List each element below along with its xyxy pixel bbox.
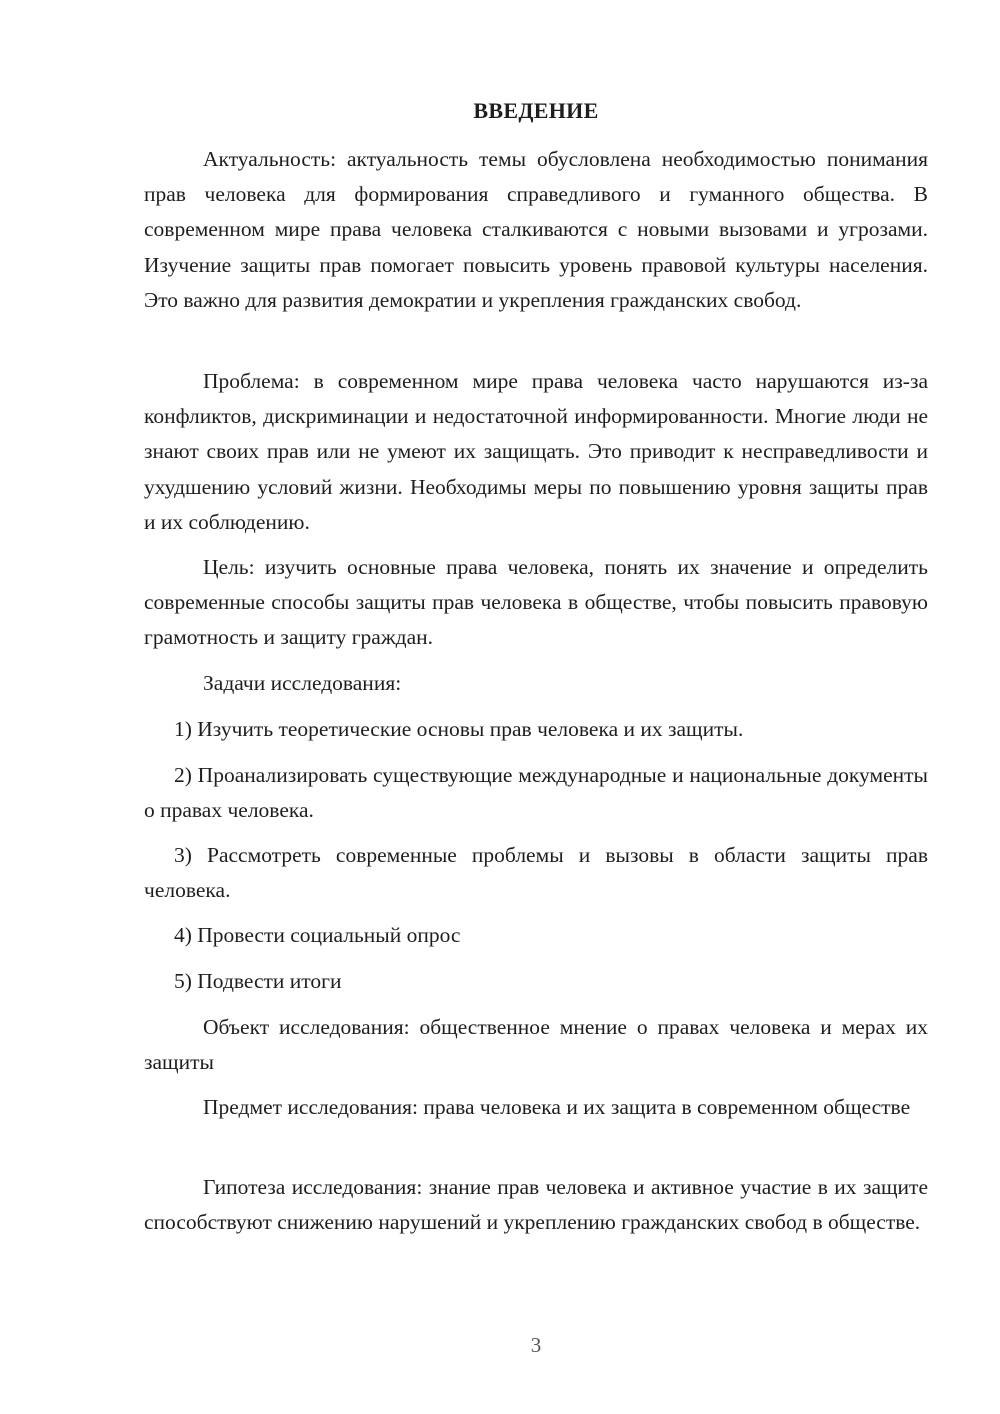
paragraph-goal: Цель: изучить основные права человека, понять их значение и определить современные способы защиты прав человека в обществе, чтобы повысить правовую грамотность и защиту граждан. bbox=[144, 555, 928, 650]
paragraph-object: Объект исследования: общественное мнение о правах человека и мерах их защиты bbox=[144, 1015, 928, 1075]
task-item-5: 5) Подвести итоги bbox=[174, 969, 342, 993]
paragraph-problem: Проблема: в современном мире права человека часто нарушаются из-за конфликтов, дискриминации и недостаточной информированности. Многие люди не знают своих прав или не умеют их защищать. Это приводит к несправедливости и ухудшению условий жизни. Необходимы меры по повышению уровня защиты прав и их соблюдению. bbox=[144, 369, 928, 534]
task-item-1: 1) Изучить теоретические основы прав человека и их защиты. bbox=[174, 717, 744, 741]
paragraph-subject: Предмет исследования: права человека и их защита в современном обществе bbox=[203, 1095, 911, 1119]
page-number: 3 bbox=[530, 1333, 542, 1357]
task-item-3: 3) Рассмотреть современные проблемы и вызовы в области защиты прав человека. bbox=[144, 843, 928, 903]
task-item-4: 4) Провести социальный опрос bbox=[174, 923, 461, 947]
tasks-heading: Задачи исследования: bbox=[203, 671, 402, 695]
document-title: ВВЕДЕНИЕ bbox=[473, 98, 599, 123]
task-item-2: 2) Проанализировать существующие международные и национальные документы о правах человека. bbox=[144, 763, 928, 823]
paragraph-relevance: Актуальность: актуальность темы обусловлена необходимостью понимания прав человека для формирования справедливого и гуманного общества. В современном мире права человека сталкиваются с новыми вызовами и угрозами. Изучение защиты прав помогает повысить уровень правовой культуры населения. Это важно для развития демократии и укрепления гражданских свобод. bbox=[144, 147, 928, 312]
paragraph-hypothesis: Гипотеза исследования: знание прав человека и активное участие в их защите способствуют снижению нарушений и укреплению гражданских свобод в обществе. bbox=[144, 1175, 928, 1235]
